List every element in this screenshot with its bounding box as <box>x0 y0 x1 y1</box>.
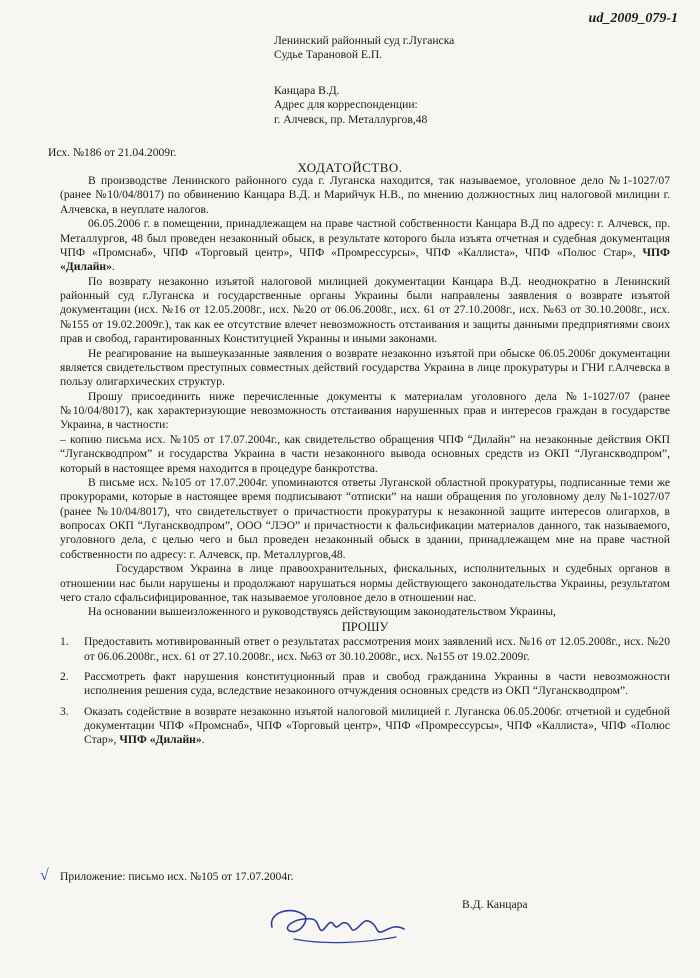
outgoing-number: Исх. №186 от 21.04.2009г. <box>48 146 177 159</box>
document-title: ХОДАТОЙСТВО. <box>297 160 403 175</box>
request-item: 2. Рассмотреть факт нарушения конституционный прав и свобод гражданина Украины в части невозможности исполнения решения суда, вследствие незаконного отчуждения основных средств из ОКП “Луганскводпром”. <box>60 669 670 698</box>
document-code: ud_2009_079-1 <box>588 11 678 26</box>
paragraph-8: Государством Украина в лице правоохранительных, фискальных, исполнительных и судебных органов в отношении нас были нарушены и продолжают нарушаться нормы действующего законодательства Украины, результатом чего стало сфальсифицированное, так называемое уголовное дело в отношении нас. <box>60 562 670 604</box>
paragraph-1: В производстве Ленинского районного суда г. Луганска находится, так называемое, уголовное дело №1-1027/07 (ранее №10/04/8017) по обвинению Канцара В.Д. и Марийчук Н.В., по мнению должностных лиц налоговой милиции г. Алчевска, в неуплате налогов. <box>60 174 670 216</box>
sender-address: г. Алчевск, пр. Металлургов,48 <box>274 112 428 126</box>
signer-name: В.Д. Канцара <box>462 898 528 911</box>
sender-name: Канцара В.Д. <box>274 84 340 97</box>
paragraph-9: На основании вышеизложенного и руководствуясь действующим законодательством Украины, <box>88 605 556 619</box>
request-heading: ПРОШУ <box>341 619 389 634</box>
paragraph-4: Не реагирование на вышеуказанные заявления о возврате незаконно изъятой при обыске 06.05.2006г документации является свидетельством преступных совместных действий государства Украина в лице прокуратуры и ГНИ г.Алчевска в пользу олигархических структур. <box>60 346 670 389</box>
sender-block <box>274 84 427 127</box>
paragraph-2: 06.05.2006 г. в помещении, принадлежащем на праве частной собственности Канцара В.Д по адресу: г. Алчевск, пр. Металлургов, 48 был проведен незаконный обыск, в результате которого была изъята отчетная и судебная документация ЧПФ «Промснаб», ЧПФ «Торговый центр», ЧПФ «Промрессурсы», ЧПФ «Каллиста», ЧПФ «Полюс Стар», ЧПФ «Дилайн». <box>60 217 670 274</box>
attachment-note: Приложение: письмо исх. №105 от 17.07.2004г. <box>60 870 294 883</box>
request-list <box>60 635 670 748</box>
checkmark-icon: √ <box>40 867 49 884</box>
bold-company: ЧПФ «Дилайн» <box>60 245 670 274</box>
paragraph-7: В письме исх. №105 от 17.07.2004г. упоминаются ответы Луганской областной прокуратуры, подписанные теми же прокурорами, которые в настоящее время подписывают “отписки” на наши обращения по уголовному делу №1-1027/07 (ранее №10/04/8017), что свидетельствует о причастности прокуратуры к незаконной защите интересов олигархов, в вопросах ОКП “Луганскводпром”, ООО “ЛЭО” и причастности к фальсификации материалов данного, так называемого, уголовного дела, с целью чего и был проведен незаконный обыск в здании, принадлежащем мне на праве частной собственности по адресу: г. Алчевск, пр. Металлургов,48. <box>60 475 670 561</box>
document-body <box>60 174 670 754</box>
addressee-block <box>274 34 454 63</box>
request-item: 1. Предоставить мотивированный ответ о результатах рассмотрения моих заявлений исх. №16 от 12.05.2008г., исх. №20 от 06.06.2008г., исх. 61 от 27.10.2008г., исх. №63 от 30.10.2008г., исх. №155 от 19.02.2009г. <box>60 635 670 663</box>
request-item: 3. Оказать содействие в возврате незаконно изъятой налоговой милицией г. Луганска 06.05.2006г. отчетной и судебной документации ЧПФ «Промснаб», ЧПФ «Торговый центр», ЧПФ «Промрессурсы», ЧПФ «Каллиста», ЧПФ «Полюс Стар», ЧПФ «Дилайн». <box>60 704 670 747</box>
addressee-judge: Судье Тарановой Е.П. <box>274 48 383 62</box>
paragraph-3: По возврату незаконно изъятой налоговой милицией документации Канцара В.Д. неоднократно в Ленинский районный суд г.Луганска и государственные органы Украины были направлены заявления о возврате изъятой документации (исх. №16 от 12.05.2008г., исх. №20 от 06.06.2008г., исх. 61 от 27.10.2008г., исх. №63 от 30.10.2008г., исх. №155 от 19.02.2009г.), так как ее отсутствие влечет невозможность отстаивания и защиты данными предприятиями своих прав и свобод, гарантированных Конституцией Украины и иными законами. <box>60 274 670 346</box>
addressee-court: Ленинский районный суд г.Луганска <box>274 34 455 47</box>
signature-icon <box>264 895 414 955</box>
paragraph-5: Прошу присоединить ниже перечисленные документы к материалам уголовного дела №1-1027/07 (ранее №10/04/8017), как характеризующие невозможность отстаивания нарушенных прав и интересов граждан в государстве Украина, в частности: <box>60 389 670 432</box>
sender-address-label: Адрес для корреспонденции: <box>274 98 418 112</box>
paragraph-6: – копию письма исх. №105 от 17.07.2004г., как свидетельство обращения ЧПФ “Дилайн” на незаконные действия ОКП “Луганскводпром” и государства Украина в части незаконного вывода основных средств из ОКП “Луганскводпром”, который в настоящее время находится в процедуре банкротства. <box>60 432 670 475</box>
